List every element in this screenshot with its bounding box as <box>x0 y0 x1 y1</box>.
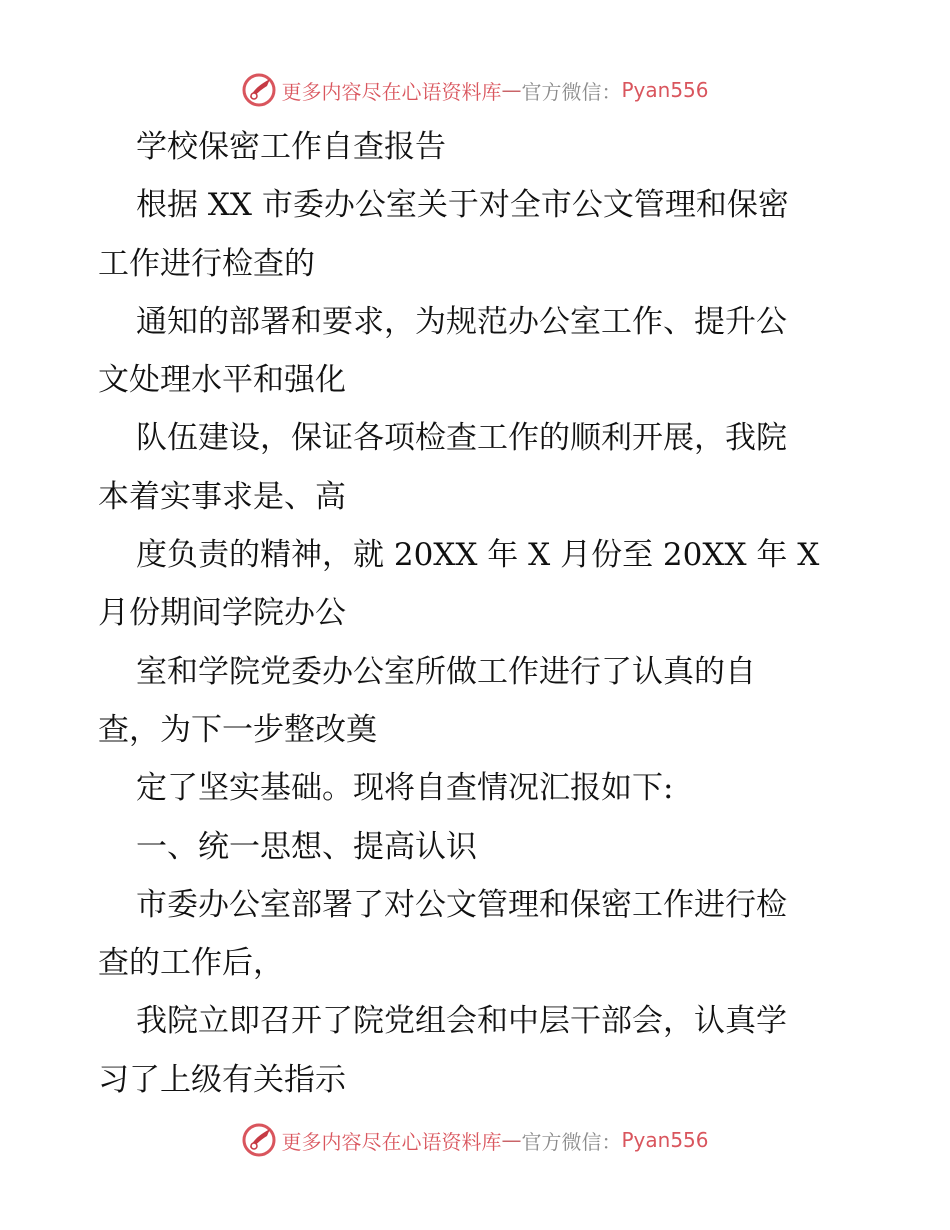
document-title: 学校保密工作自查报告 <box>136 129 446 165</box>
text-line: 定了坚实基础。现将自查情况汇报如下: <box>136 770 674 807</box>
watermark-site-text: 更多内容尽在心语资料库 <box>281 1129 502 1154</box>
document-body <box>98 118 858 1109</box>
text-line: 我院立即召开了院党组会和中层干部会，认真学 <box>136 1003 787 1040</box>
section-heading: 一、统一思想、提高认识 <box>136 828 477 865</box>
header-watermark <box>0 70 950 110</box>
text-line: 工作进行检查的 <box>98 245 315 282</box>
watermark-site-text: 更多内容尽在心语资料库 <box>281 79 502 104</box>
text-line: 通知的部署和要求，为规范办公室工作、提升公 <box>136 303 787 340</box>
brush-pen-logo-icon <box>241 1122 277 1158</box>
text-line: 习了上级有关指示 <box>98 1061 346 1098</box>
text-line: 月份期间学院办公 <box>98 595 346 632</box>
footer-watermark <box>0 1120 950 1160</box>
text-line: 本着实事求是、高 <box>98 478 346 515</box>
watermark-wechat-id: Pyan556 <box>621 1128 709 1152</box>
watermark-wechat-id: Pyan556 <box>621 78 709 102</box>
brush-pen-logo-icon <box>241 72 277 108</box>
watermark-separator: — <box>501 1128 522 1152</box>
text-line: 查，为下一步整改奠 <box>98 711 377 748</box>
text-line: 队伍建设，保证各项检查工作的顺利开展，我院 <box>136 420 787 457</box>
text-line: 市委办公室部署了对公文管理和保密工作进行检 <box>136 886 787 923</box>
text-line: 文处理水平和强化 <box>98 362 346 399</box>
watermark-label: 官方微信： <box>521 79 622 104</box>
text-line: 度负责的精神，就 20XX 年 X 月份至 20XX 年 X <box>136 537 820 574</box>
text-line: 室和学院党委办公室所做工作进行了认真的自 <box>136 653 756 690</box>
watermark-separator: — <box>501 78 522 102</box>
text-line: 查的工作后， <box>98 945 284 982</box>
watermark-label: 官方微信： <box>521 1129 622 1154</box>
text-line: 根据 XX 市委办公室关于对全市公文管理和保密 <box>136 187 789 224</box>
